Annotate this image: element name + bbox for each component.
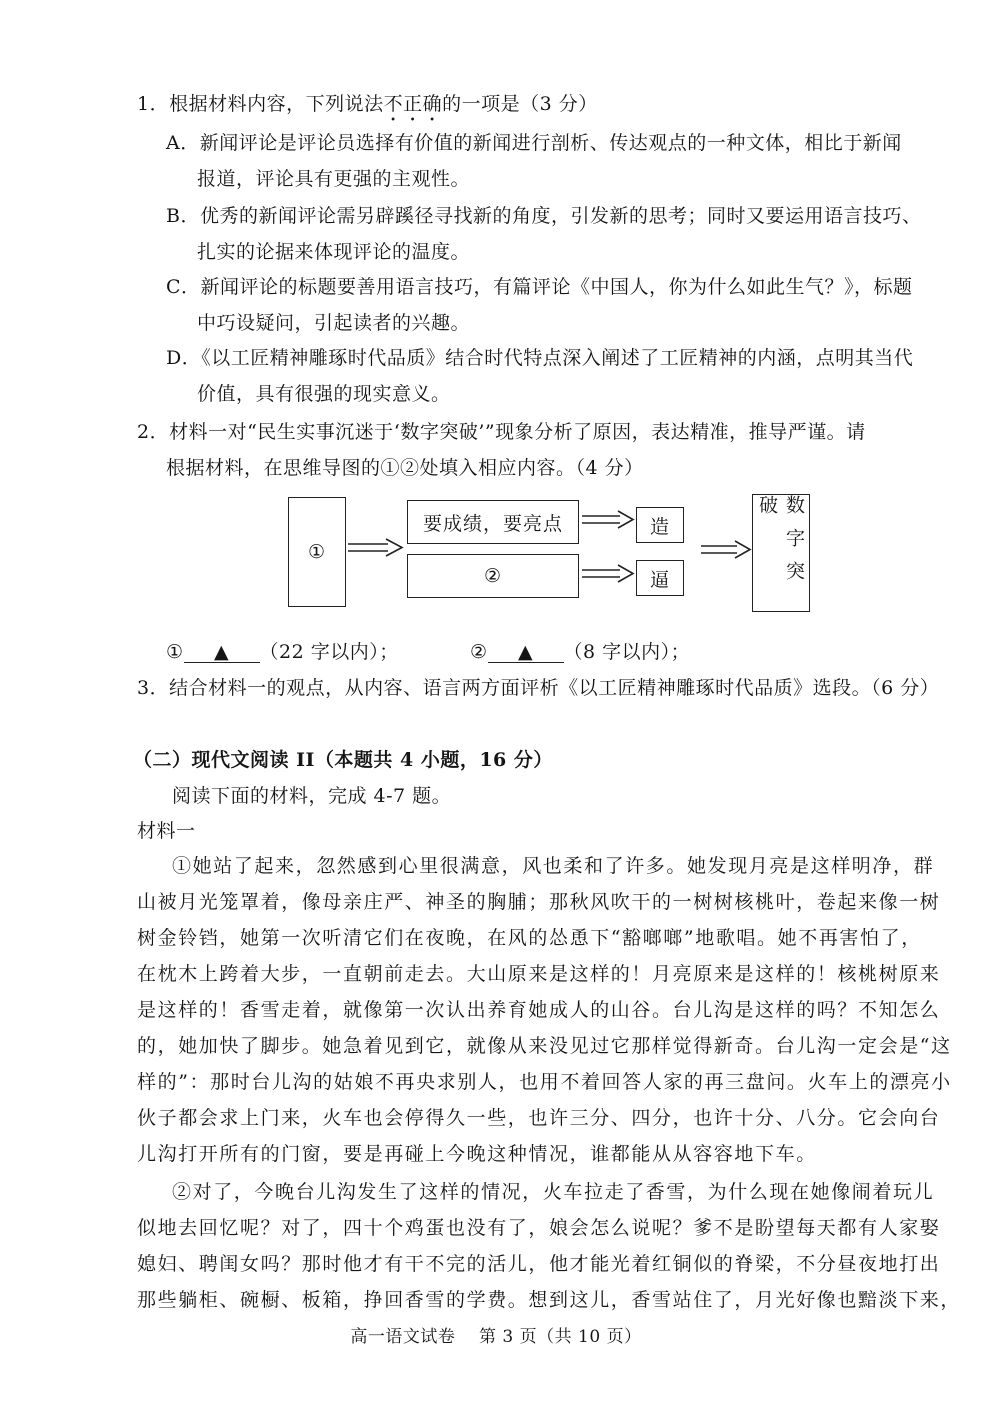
arrow-top-to-zao — [580, 509, 636, 531]
passage-p2-line2: 似地去回忆呢？对了，四十个鸡蛋也没有了，娘会怎么说呢？爹不是盼望每天都有人家娶 — [137, 1217, 941, 1239]
diagram-box-top: 要成绩，要亮点 — [407, 500, 579, 544]
passage-p2-line4: 那些躺柜、碗橱、板箱，挣回香雪的学费。想到这儿，香雪站住了，月光好像也黯淡下来， — [137, 1289, 962, 1311]
q1-option-c-line1: C．新闻评论的标题要善用语言技巧，有篇评论《中国人，你为什么如此生气？》，标题 — [166, 276, 913, 298]
material-label: 材料一 — [137, 820, 196, 842]
diagram-final-text: 数字突破 — [756, 495, 805, 594]
q1-emphasis: 不正确 — [383, 93, 443, 115]
diagram-box-zao: 造 — [636, 507, 684, 543]
section2-heading: （二）现代文阅读 II（本题共 4 小题，16 分） — [133, 749, 553, 771]
passage-p1-line5: 是这样的！香雪走着，就像第一次认出养育她成人的山谷。台儿沟是这样的吗？不知怎么 — [137, 999, 941, 1021]
q1-option-b-line1: B．优秀的新闻评论需另辟蹊径寻找新的角度，引发新的思考；同时又要运用语言技巧、 — [166, 205, 922, 227]
answer-2-label: ② — [470, 641, 488, 663]
arrow-to-final — [699, 539, 753, 561]
q2-answer-2 — [470, 640, 690, 664]
passage-p1-line9: 儿沟打开所有的门窗，要是再碰上今晚这种情况，谁都能从从容容地下车。 — [137, 1143, 817, 1165]
passage-p2-line3: 媳妇、聘闺女吗？那时他才有干不完的活儿，他才能光着红铜似的脊梁，不分昼夜地打出 — [137, 1253, 941, 1275]
passage-p2-line1: ②对了，今晚台儿沟发生了这样的情况，火车拉走了香雪，为什么现在她像闹着玩儿 — [172, 1181, 935, 1203]
answer-2-blank: ▲ — [488, 642, 564, 663]
passage-p1-line8: 伙子都会求上门来，火车也会停得久一些，也许三分、四分，也许十分、八分。它会向台 — [137, 1107, 941, 1129]
q1-option-d-line1: D．《以工匠精神雕琢时代品质》结合时代特点深入阐述了工匠精神的内涵，点明其当代 — [166, 347, 914, 369]
arrow-bottom-to-bi — [580, 563, 636, 585]
arrow-box1-to-bottom — [346, 537, 406, 559]
q2-stem-line2: 根据材料，在思维导图的①②处填入相应内容。（4 分） — [166, 457, 644, 479]
page-footer: 高一语文试卷 第 3 页（共 10 页） — [350, 1327, 642, 1347]
answer-1-blank: ▲ — [184, 642, 260, 663]
answer-1-label: ① — [166, 641, 184, 663]
q1-option-d-line2: 价值，具有很强的现实意义。 — [197, 383, 451, 405]
answer-1-note: （22 字以内）； — [259, 641, 399, 663]
passage-p1-line6: 的，她加快了脚步。她急着见到它，就像从来没见过它那样觉得新奇。台儿沟一定会是“这 — [137, 1035, 952, 1057]
q1-option-c-line2: 中巧设疑问，引起读者的兴趣。 — [197, 312, 471, 334]
q1-option-a-line1: A．新闻评论是评论员选择有价值的新闻进行剖析、传达观点的一种文体，相比于新闻 — [166, 132, 902, 154]
q1-option-b-line2: 扎实的论据来体现评论的温度。 — [197, 241, 471, 263]
diagram-box-final — [752, 494, 810, 612]
answer-2-note: （8 字以内）； — [563, 641, 691, 663]
passage-p1-line3: 树金铃铛，她第一次听清它们在夜晚，在风的怂恿下“豁啷啷”地歌唱。她不再害怕了， — [137, 927, 922, 949]
q2-stem-line1: 2．材料一对“民生实事沉迷于‘数字突破’”现象分析了原因，表达精准，推导严谨。请 — [137, 421, 866, 443]
q2-answer-1 — [166, 640, 399, 664]
q1-stem: 1．根据材料内容，下列说法不正确的一项是（3 分） — [137, 93, 598, 115]
section2-instruction: 阅读下面的材料，完成 4-7 题。 — [172, 785, 452, 807]
passage-p1-line1: ①她站了起来，忽然感到心里很满意，风也柔和了许多。她发现月亮是这样明净，群 — [172, 855, 935, 877]
diagram-box-1: ① — [288, 497, 346, 607]
diagram-box-bi: 逼 — [636, 560, 684, 596]
q3-stem: 3．结合材料一的观点，从内容、语言两方面评析《以工匠精神雕琢时代品质》选段。（6 分） — [137, 677, 940, 699]
passage-p1-line7: 样的”：那时台儿沟的姑娘不再央求别人，也用不着回答人家的再三盘问。火车上的漂亮小 — [137, 1071, 952, 1093]
passage-p1-line4: 在枕木上跨着大步，一直朝前走去。大山原来是这样的！月亮原来是这样的！核桃树原来 — [137, 963, 941, 985]
q1-option-a-line2: 报道，评论具有更强的主观性。 — [197, 168, 471, 190]
passage-p1-line2: 山被月光笼罩着，像母亲庄严、神圣的胸脯；那秋风吹干的一树树核桃叶，卷起来像一树 — [137, 891, 941, 913]
diagram-box-bottom: ② — [407, 554, 579, 598]
